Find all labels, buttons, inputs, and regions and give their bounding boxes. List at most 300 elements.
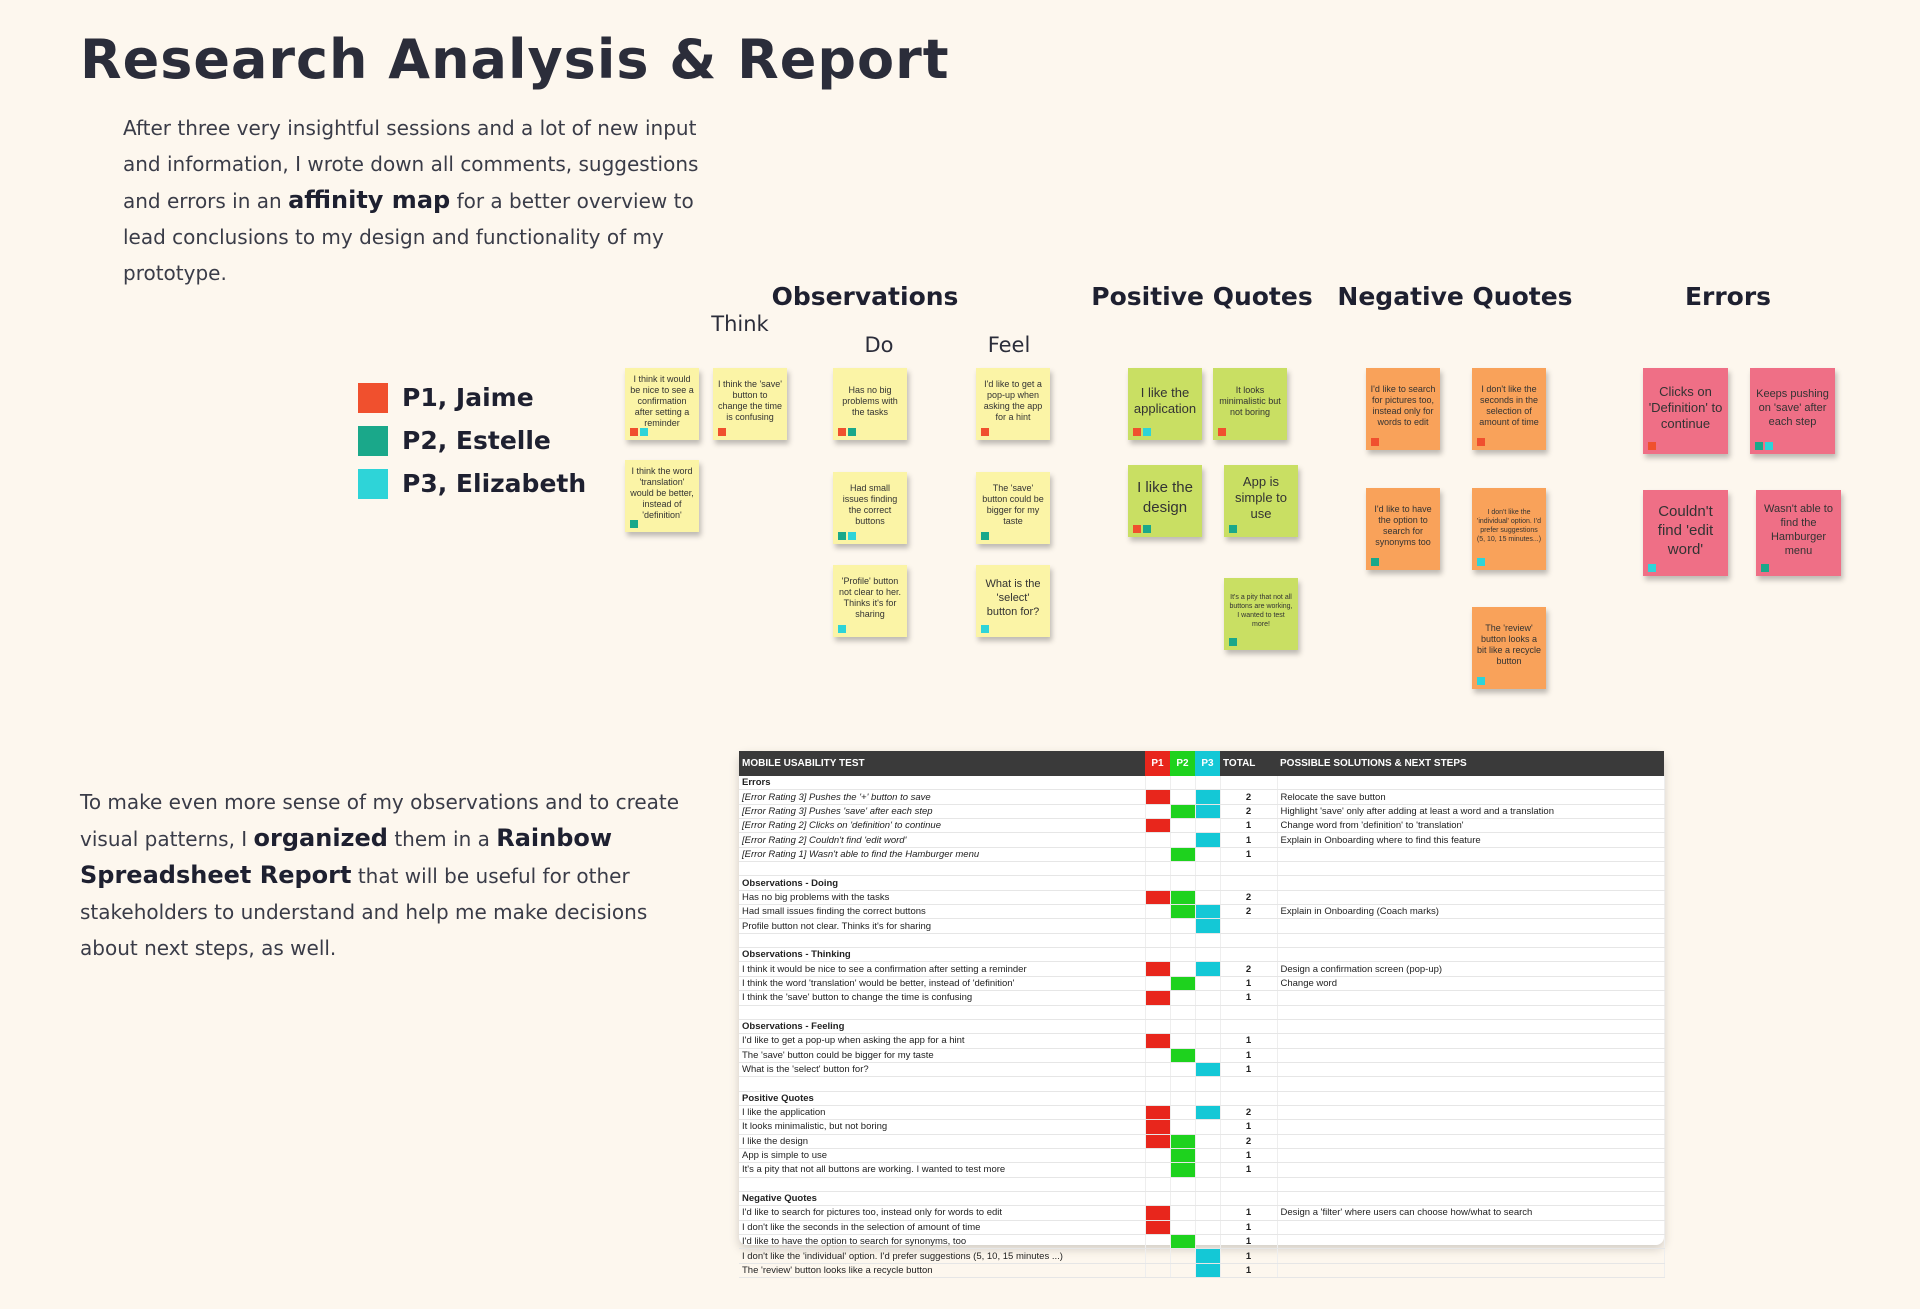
participant-dot bbox=[1761, 564, 1769, 572]
participant-dot bbox=[848, 428, 856, 436]
empty-cell bbox=[1195, 933, 1220, 947]
participant-dot bbox=[1477, 677, 1485, 685]
participant-cell-p2 bbox=[1170, 1034, 1195, 1048]
participant-cell-p1 bbox=[1145, 919, 1170, 933]
participant-cell-p1 bbox=[1145, 790, 1170, 804]
empty-cell bbox=[1277, 876, 1664, 890]
row-label: I don't like the seconds in the selection of amount of time bbox=[739, 1220, 1145, 1234]
participant-dot bbox=[1218, 428, 1226, 436]
solution-cell: Highlight 'save' only after adding at least a word and a translation bbox=[1277, 804, 1664, 818]
total-cell: 1 bbox=[1220, 1148, 1277, 1162]
empty-cell bbox=[1195, 862, 1220, 876]
total-cell: 2 bbox=[1220, 790, 1277, 804]
participant-dot bbox=[1371, 438, 1379, 446]
participant-cell-p3 bbox=[1195, 962, 1220, 976]
total-cell: 2 bbox=[1220, 804, 1277, 818]
solution-cell: Change word bbox=[1277, 976, 1664, 990]
empty-cell bbox=[1220, 1091, 1277, 1105]
spreadsheet-intro-text-2: them in a bbox=[394, 827, 490, 851]
participant-dot bbox=[630, 520, 638, 528]
empty-cell bbox=[1220, 1191, 1277, 1205]
table-row bbox=[739, 1134, 1664, 1148]
participant-cell-p1 bbox=[1145, 1249, 1170, 1263]
participant-cell-p1 bbox=[1145, 976, 1170, 990]
participant-dot bbox=[1765, 442, 1773, 450]
table-row bbox=[739, 1148, 1664, 1162]
row-label: I like the application bbox=[739, 1105, 1145, 1119]
empty-cell bbox=[1145, 1077, 1170, 1091]
table-row bbox=[739, 847, 1664, 861]
sticky-note-negative bbox=[1366, 488, 1440, 570]
participant-cell-p3 bbox=[1195, 1048, 1220, 1062]
sticky-note-think bbox=[625, 368, 699, 440]
rainbow-spreadsheet bbox=[739, 751, 1664, 1276]
empty-cell bbox=[1170, 1019, 1195, 1033]
participant-cell-p1 bbox=[1145, 1134, 1170, 1148]
heading-positive-quotes: Positive Quotes bbox=[1091, 282, 1313, 311]
empty-cell bbox=[1277, 1077, 1664, 1091]
empty-cell bbox=[1145, 933, 1170, 947]
section-label: Errors bbox=[739, 776, 1145, 790]
sticky-note-text: Couldn't find 'edit word' bbox=[1657, 502, 1714, 558]
row-label: I'd like to get a pop-up when asking the app for a hint bbox=[739, 1034, 1145, 1048]
spreadsheet-intro-text-3: that will be useful for other stakeholders to understand and help me make decisions about next steps, as well. bbox=[80, 864, 648, 960]
participant-dot bbox=[1143, 428, 1151, 436]
participant-cell-p1 bbox=[1145, 833, 1170, 847]
empty-cell bbox=[1170, 1005, 1195, 1019]
legend-swatch-p1 bbox=[358, 383, 388, 413]
sticky-note-think bbox=[625, 460, 699, 532]
spreadsheet-intro-emphasis-1: organized bbox=[253, 824, 388, 852]
table-blank-row bbox=[739, 1005, 1664, 1019]
row-label: The 'save' button could be bigger for my taste bbox=[739, 1048, 1145, 1062]
empty-cell bbox=[1195, 1077, 1220, 1091]
participant-cell-p2 bbox=[1170, 962, 1195, 976]
empty-cell bbox=[1195, 876, 1220, 890]
total-cell: 1 bbox=[1220, 819, 1277, 833]
sticky-note-positive bbox=[1128, 465, 1202, 537]
sticky-note-text: I think the 'save' button to change the time is confusing bbox=[717, 379, 783, 422]
header-p1: P1 bbox=[1145, 751, 1170, 776]
table-row bbox=[739, 919, 1664, 933]
participant-cell-p3 bbox=[1195, 919, 1220, 933]
solution-cell: Design a confirmation screen (pop-up) bbox=[1277, 962, 1664, 976]
table-row bbox=[739, 1263, 1664, 1277]
row-label: I like the design bbox=[739, 1134, 1145, 1148]
row-label: [Error Rating 1] Wasn't able to find the Hamburger menu bbox=[739, 847, 1145, 861]
participant-cell-p3 bbox=[1195, 1220, 1220, 1234]
total-cell: 2 bbox=[1220, 1105, 1277, 1119]
participant-cell-p3 bbox=[1195, 1263, 1220, 1277]
total-cell: 1 bbox=[1220, 847, 1277, 861]
participant-dot bbox=[640, 428, 648, 436]
participant-dot bbox=[1648, 564, 1656, 572]
table-row bbox=[739, 1249, 1664, 1263]
sticky-note-positive bbox=[1128, 368, 1202, 440]
participant-cell-p3 bbox=[1195, 819, 1220, 833]
participant-cell-p1 bbox=[1145, 962, 1170, 976]
solution-cell bbox=[1277, 1134, 1664, 1148]
participant-cell-p1 bbox=[1145, 905, 1170, 919]
participant-dot bbox=[1477, 558, 1485, 566]
empty-cell bbox=[1145, 1177, 1170, 1191]
participant-cell-p3 bbox=[1195, 790, 1220, 804]
empty-cell bbox=[1145, 1019, 1170, 1033]
participant-cell-p2 bbox=[1170, 890, 1195, 904]
empty-cell bbox=[1170, 948, 1195, 962]
empty-cell bbox=[1277, 1005, 1664, 1019]
participant-cell-p1 bbox=[1145, 1206, 1170, 1220]
solution-cell bbox=[1277, 1263, 1664, 1277]
legend-item-p2 bbox=[358, 419, 586, 462]
sticky-note-error bbox=[1643, 490, 1728, 576]
table-row bbox=[739, 890, 1664, 904]
participant-dot bbox=[981, 625, 989, 633]
sticky-note-text: I'd like to have the option to search for synonyms too bbox=[1374, 504, 1432, 547]
table-row bbox=[739, 1062, 1664, 1076]
table-section-row bbox=[739, 876, 1664, 890]
table-row bbox=[739, 1220, 1664, 1234]
sticky-note-text: Had small issues finding the correct buttons bbox=[842, 483, 898, 526]
empty-cell bbox=[1195, 1019, 1220, 1033]
table-blank-row bbox=[739, 1177, 1664, 1191]
participant-cell-p2 bbox=[1170, 847, 1195, 861]
solution-cell: Explain in Onboarding where to find this feature bbox=[1277, 833, 1664, 847]
participant-cell-p1 bbox=[1145, 819, 1170, 833]
participant-dot bbox=[1143, 525, 1151, 533]
total-cell: 1 bbox=[1220, 833, 1277, 847]
row-label: It looks minimalistic, but not boring bbox=[739, 1120, 1145, 1134]
table-row bbox=[739, 819, 1664, 833]
total-cell: 1 bbox=[1220, 976, 1277, 990]
participant-dot bbox=[848, 532, 856, 540]
sticky-note-do bbox=[833, 368, 907, 440]
participant-cell-p3 bbox=[1195, 847, 1220, 861]
empty-cell bbox=[1195, 1091, 1220, 1105]
participant-cell-p2 bbox=[1170, 905, 1195, 919]
total-cell: 1 bbox=[1220, 1249, 1277, 1263]
subheading-think: Think bbox=[711, 312, 769, 336]
empty-cell bbox=[739, 862, 1145, 876]
header-p3: P3 bbox=[1195, 751, 1220, 776]
header-total: TOTAL bbox=[1220, 751, 1277, 776]
intro-text-2: for a better overview to lead conclusions to my design and functionality of my prototype. bbox=[123, 189, 694, 285]
solution-cell bbox=[1277, 1148, 1664, 1162]
participant-dot bbox=[981, 532, 989, 540]
sticky-note-text: Keeps pushing on 'save' after each step bbox=[1756, 388, 1829, 428]
legend-swatch-p2 bbox=[358, 426, 388, 456]
sticky-note-text: The 'save' button could be bigger for my taste bbox=[982, 483, 1044, 526]
participant-cell-p3 bbox=[1195, 890, 1220, 904]
sticky-note-text: 'Profile' button not clear to her. Thinks it's for sharing bbox=[838, 576, 902, 619]
total-cell: 2 bbox=[1220, 1134, 1277, 1148]
participant-cell-p2 bbox=[1170, 1048, 1195, 1062]
total-cell: 1 bbox=[1220, 1034, 1277, 1048]
header-solutions: POSSIBLE SOLUTIONS & NEXT STEPS bbox=[1277, 751, 1664, 776]
participant-dot bbox=[1371, 558, 1379, 566]
participant-cell-p2 bbox=[1170, 1263, 1195, 1277]
solution-cell: Explain in Onboarding (Coach marks) bbox=[1277, 905, 1664, 919]
participant-cell-p1 bbox=[1145, 847, 1170, 861]
participant-cell-p2 bbox=[1170, 1206, 1195, 1220]
table-row bbox=[739, 1105, 1664, 1119]
participant-cell-p2 bbox=[1170, 819, 1195, 833]
empty-cell bbox=[1277, 1091, 1664, 1105]
empty-cell bbox=[1220, 1019, 1277, 1033]
participant-cell-p2 bbox=[1170, 1062, 1195, 1076]
participant-cell-p1 bbox=[1145, 890, 1170, 904]
participant-cell-p1 bbox=[1145, 1148, 1170, 1162]
total-cell: 2 bbox=[1220, 962, 1277, 976]
intro-paragraph bbox=[123, 110, 733, 291]
empty-cell bbox=[1145, 948, 1170, 962]
participant-cell-p1 bbox=[1145, 1163, 1170, 1177]
table-section-row bbox=[739, 1091, 1664, 1105]
sticky-note-text: I'd like to get a pop-up when asking the app for a hint bbox=[983, 379, 1043, 422]
sticky-note-text: I think it would be nice to see a confirmation after setting a reminder bbox=[630, 373, 694, 428]
solution-cell bbox=[1277, 991, 1664, 1005]
table-row bbox=[739, 991, 1664, 1005]
table-row bbox=[739, 790, 1664, 804]
sticky-note-text: I like the design bbox=[1137, 479, 1193, 516]
subheading-do: Do bbox=[864, 333, 894, 357]
solution-cell bbox=[1277, 1163, 1664, 1177]
empty-cell bbox=[1277, 1019, 1664, 1033]
solution-cell bbox=[1277, 1062, 1664, 1076]
empty-cell bbox=[1145, 1091, 1170, 1105]
row-label: I'd like to search for pictures too, instead only for words to edit bbox=[739, 1206, 1145, 1220]
empty-cell bbox=[1145, 876, 1170, 890]
table-row bbox=[739, 1163, 1664, 1177]
sticky-note-feel bbox=[976, 368, 1050, 440]
spreadsheet-intro-text-1: To make even more sense of my observations and to create visual patterns, I bbox=[80, 790, 680, 851]
sticky-note-negative bbox=[1366, 368, 1440, 450]
sticky-note-do bbox=[833, 565, 907, 637]
intro-text-1: After three very insightful sessions and a lot of new input and information, I wrote down all comments, suggestions and errors in an bbox=[123, 116, 699, 213]
sticky-note-error bbox=[1750, 368, 1835, 454]
row-label: What is the 'select' button for? bbox=[739, 1062, 1145, 1076]
participant-cell-p3 bbox=[1195, 905, 1220, 919]
total-cell bbox=[1220, 919, 1277, 933]
participant-cell-p2 bbox=[1170, 833, 1195, 847]
sticky-note-text: It's a pity that not all buttons are working, I wanted to test more! bbox=[1229, 594, 1293, 628]
table-row bbox=[739, 905, 1664, 919]
participant-dot bbox=[1755, 442, 1763, 450]
empty-cell bbox=[1170, 862, 1195, 876]
intro-emphasis: affinity map bbox=[288, 186, 451, 214]
participant-cell-p2 bbox=[1170, 1235, 1195, 1249]
empty-cell bbox=[1220, 1077, 1277, 1091]
participant-dot bbox=[1477, 438, 1485, 446]
participant-cell-p2 bbox=[1170, 1249, 1195, 1263]
table-row bbox=[739, 1206, 1664, 1220]
total-cell: 1 bbox=[1220, 1206, 1277, 1220]
row-label: I think it would be nice to see a confirmation after setting a reminder bbox=[739, 962, 1145, 976]
participant-cell-p1 bbox=[1145, 1120, 1170, 1134]
sticky-note-text: It looks minimalistic but not boring bbox=[1219, 384, 1281, 417]
section-label: Observations - Feeling bbox=[739, 1019, 1145, 1033]
total-cell: 1 bbox=[1220, 1163, 1277, 1177]
sticky-note-negative bbox=[1472, 368, 1546, 450]
solution-cell bbox=[1277, 1220, 1664, 1234]
heading-observations: Observations bbox=[771, 282, 959, 311]
empty-cell bbox=[1170, 876, 1195, 890]
participant-cell-p3 bbox=[1195, 1163, 1220, 1177]
solution-cell: Change word from 'definition' to 'translation' bbox=[1277, 819, 1664, 833]
participant-cell-p3 bbox=[1195, 1105, 1220, 1119]
row-label: [Error Rating 3] Pushes the '+' button to save bbox=[739, 790, 1145, 804]
empty-cell bbox=[1145, 776, 1170, 790]
table-blank-row bbox=[739, 933, 1664, 947]
participant-dot bbox=[630, 428, 638, 436]
empty-cell bbox=[1145, 1005, 1170, 1019]
table-section-row bbox=[739, 948, 1664, 962]
empty-cell bbox=[739, 1077, 1145, 1091]
section-label: Positive Quotes bbox=[739, 1091, 1145, 1105]
empty-cell bbox=[1170, 933, 1195, 947]
sticky-note-positive bbox=[1213, 368, 1287, 440]
solution-cell bbox=[1277, 1235, 1664, 1249]
empty-cell bbox=[1170, 1177, 1195, 1191]
empty-cell bbox=[1195, 1191, 1220, 1205]
participant-cell-p2 bbox=[1170, 1120, 1195, 1134]
empty-cell bbox=[1195, 1005, 1220, 1019]
table-row bbox=[739, 1120, 1664, 1134]
sticky-note-negative bbox=[1472, 488, 1546, 570]
participant-dot bbox=[1648, 442, 1656, 450]
empty-cell bbox=[1277, 1177, 1664, 1191]
participant-cell-p1 bbox=[1145, 1220, 1170, 1234]
empty-cell bbox=[1220, 862, 1277, 876]
sticky-note-text: Wasn't able to find the Hamburger menu bbox=[1764, 503, 1833, 557]
total-cell: 2 bbox=[1220, 890, 1277, 904]
table-section-row bbox=[739, 776, 1664, 790]
empty-cell bbox=[1220, 776, 1277, 790]
participant-cell-p3 bbox=[1195, 1148, 1220, 1162]
solution-cell: Relocate the save button bbox=[1277, 790, 1664, 804]
empty-cell bbox=[1195, 1177, 1220, 1191]
row-label: I'd like to have the option to search for synonyms, too bbox=[739, 1235, 1145, 1249]
empty-cell bbox=[1145, 1191, 1170, 1205]
spreadsheet-table bbox=[739, 751, 1665, 1278]
section-label: Observations - Doing bbox=[739, 876, 1145, 890]
row-label: I don't like the 'individual' option. I'd prefer suggestions (5, 10, 15 minutes ...) bbox=[739, 1249, 1145, 1263]
subheading-feel: Feel bbox=[987, 333, 1031, 357]
participant-cell-p2 bbox=[1170, 1220, 1195, 1234]
participant-cell-p1 bbox=[1145, 1048, 1170, 1062]
header-test-name: MOBILE USABILITY TEST bbox=[739, 751, 1145, 776]
participant-cell-p2 bbox=[1170, 804, 1195, 818]
table-section-row bbox=[739, 1191, 1664, 1205]
page-title: Research Analysis & Report bbox=[80, 28, 950, 91]
participant-cell-p3 bbox=[1195, 1134, 1220, 1148]
participant-cell-p3 bbox=[1195, 991, 1220, 1005]
sticky-note-positive bbox=[1224, 465, 1298, 537]
legend-label-p3: P3, Elizabeth bbox=[402, 469, 587, 498]
empty-cell bbox=[1220, 933, 1277, 947]
empty-cell bbox=[1195, 776, 1220, 790]
participant-legend bbox=[358, 376, 586, 505]
header-p2: P2 bbox=[1170, 751, 1195, 776]
empty-cell bbox=[1277, 862, 1664, 876]
sticky-note-text: Clicks on 'Definition' to continue bbox=[1648, 384, 1723, 431]
empty-cell bbox=[1220, 948, 1277, 962]
participant-dot bbox=[1133, 525, 1141, 533]
row-label: I think the 'save' button to change the time is confusing bbox=[739, 991, 1145, 1005]
participant-dot bbox=[838, 428, 846, 436]
participant-cell-p2 bbox=[1170, 1105, 1195, 1119]
sticky-note-do bbox=[833, 472, 907, 544]
empty-cell bbox=[1220, 1177, 1277, 1191]
total-cell: 1 bbox=[1220, 1048, 1277, 1062]
row-label: [Error Rating 2] Couldn't find 'edit word' bbox=[739, 833, 1145, 847]
solution-cell bbox=[1277, 1048, 1664, 1062]
table-blank-row bbox=[739, 1077, 1664, 1091]
participant-cell-p2 bbox=[1170, 991, 1195, 1005]
solution-cell bbox=[1277, 890, 1664, 904]
solution-cell: Design a 'filter' where users can choose how/what to search bbox=[1277, 1206, 1664, 1220]
sticky-note-text: Has no big problems with the tasks bbox=[842, 384, 898, 417]
sticky-note-text: What is the 'select' button for? bbox=[985, 578, 1041, 618]
participant-cell-p3 bbox=[1195, 833, 1220, 847]
participant-cell-p3 bbox=[1195, 1206, 1220, 1220]
total-cell: 1 bbox=[1220, 1120, 1277, 1134]
empty-cell bbox=[1277, 1191, 1664, 1205]
solution-cell bbox=[1277, 1034, 1664, 1048]
sticky-note-text: I think the word 'translation' would be better, instead of 'definition' bbox=[630, 465, 694, 520]
participant-cell-p3 bbox=[1195, 1120, 1220, 1134]
participant-cell-p1 bbox=[1145, 1034, 1170, 1048]
total-cell: 1 bbox=[1220, 991, 1277, 1005]
participant-dot bbox=[981, 428, 989, 436]
participant-cell-p3 bbox=[1195, 804, 1220, 818]
total-cell: 1 bbox=[1220, 1235, 1277, 1249]
table-section-row bbox=[739, 1019, 1664, 1033]
empty-cell bbox=[1220, 1005, 1277, 1019]
legend-label-p2: P2, Estelle bbox=[402, 426, 551, 455]
empty-cell bbox=[1170, 1077, 1195, 1091]
section-label: Negative Quotes bbox=[739, 1191, 1145, 1205]
solution-cell bbox=[1277, 1120, 1664, 1134]
participant-dot bbox=[838, 532, 846, 540]
section-label: Observations - Thinking bbox=[739, 948, 1145, 962]
participant-cell-p3 bbox=[1195, 1034, 1220, 1048]
sticky-note-positive bbox=[1224, 578, 1298, 650]
sticky-note-think bbox=[713, 368, 787, 440]
participant-cell-p1 bbox=[1145, 1062, 1170, 1076]
table-row bbox=[739, 804, 1664, 818]
row-label: Has no big problems with the tasks bbox=[739, 890, 1145, 904]
participant-cell-p2 bbox=[1170, 1134, 1195, 1148]
empty-cell bbox=[739, 1177, 1145, 1191]
empty-cell bbox=[1170, 1091, 1195, 1105]
empty-cell bbox=[1220, 876, 1277, 890]
row-label: [Error Rating 2] Clicks on 'definition' to continue bbox=[739, 819, 1145, 833]
sticky-note-feel bbox=[976, 472, 1050, 544]
sticky-note-text: I don't like the seconds in the selection of amount of time bbox=[1479, 384, 1539, 427]
table-row bbox=[739, 976, 1664, 990]
heading-negative-quotes: Negative Quotes bbox=[1337, 282, 1573, 311]
participant-cell-p2 bbox=[1170, 1163, 1195, 1177]
table-row bbox=[739, 1048, 1664, 1062]
participant-cell-p2 bbox=[1170, 919, 1195, 933]
solution-cell bbox=[1277, 919, 1664, 933]
table-row bbox=[739, 833, 1664, 847]
sticky-note-error bbox=[1643, 368, 1728, 454]
empty-cell bbox=[739, 1005, 1145, 1019]
participant-cell-p3 bbox=[1195, 1249, 1220, 1263]
total-cell: 2 bbox=[1220, 905, 1277, 919]
